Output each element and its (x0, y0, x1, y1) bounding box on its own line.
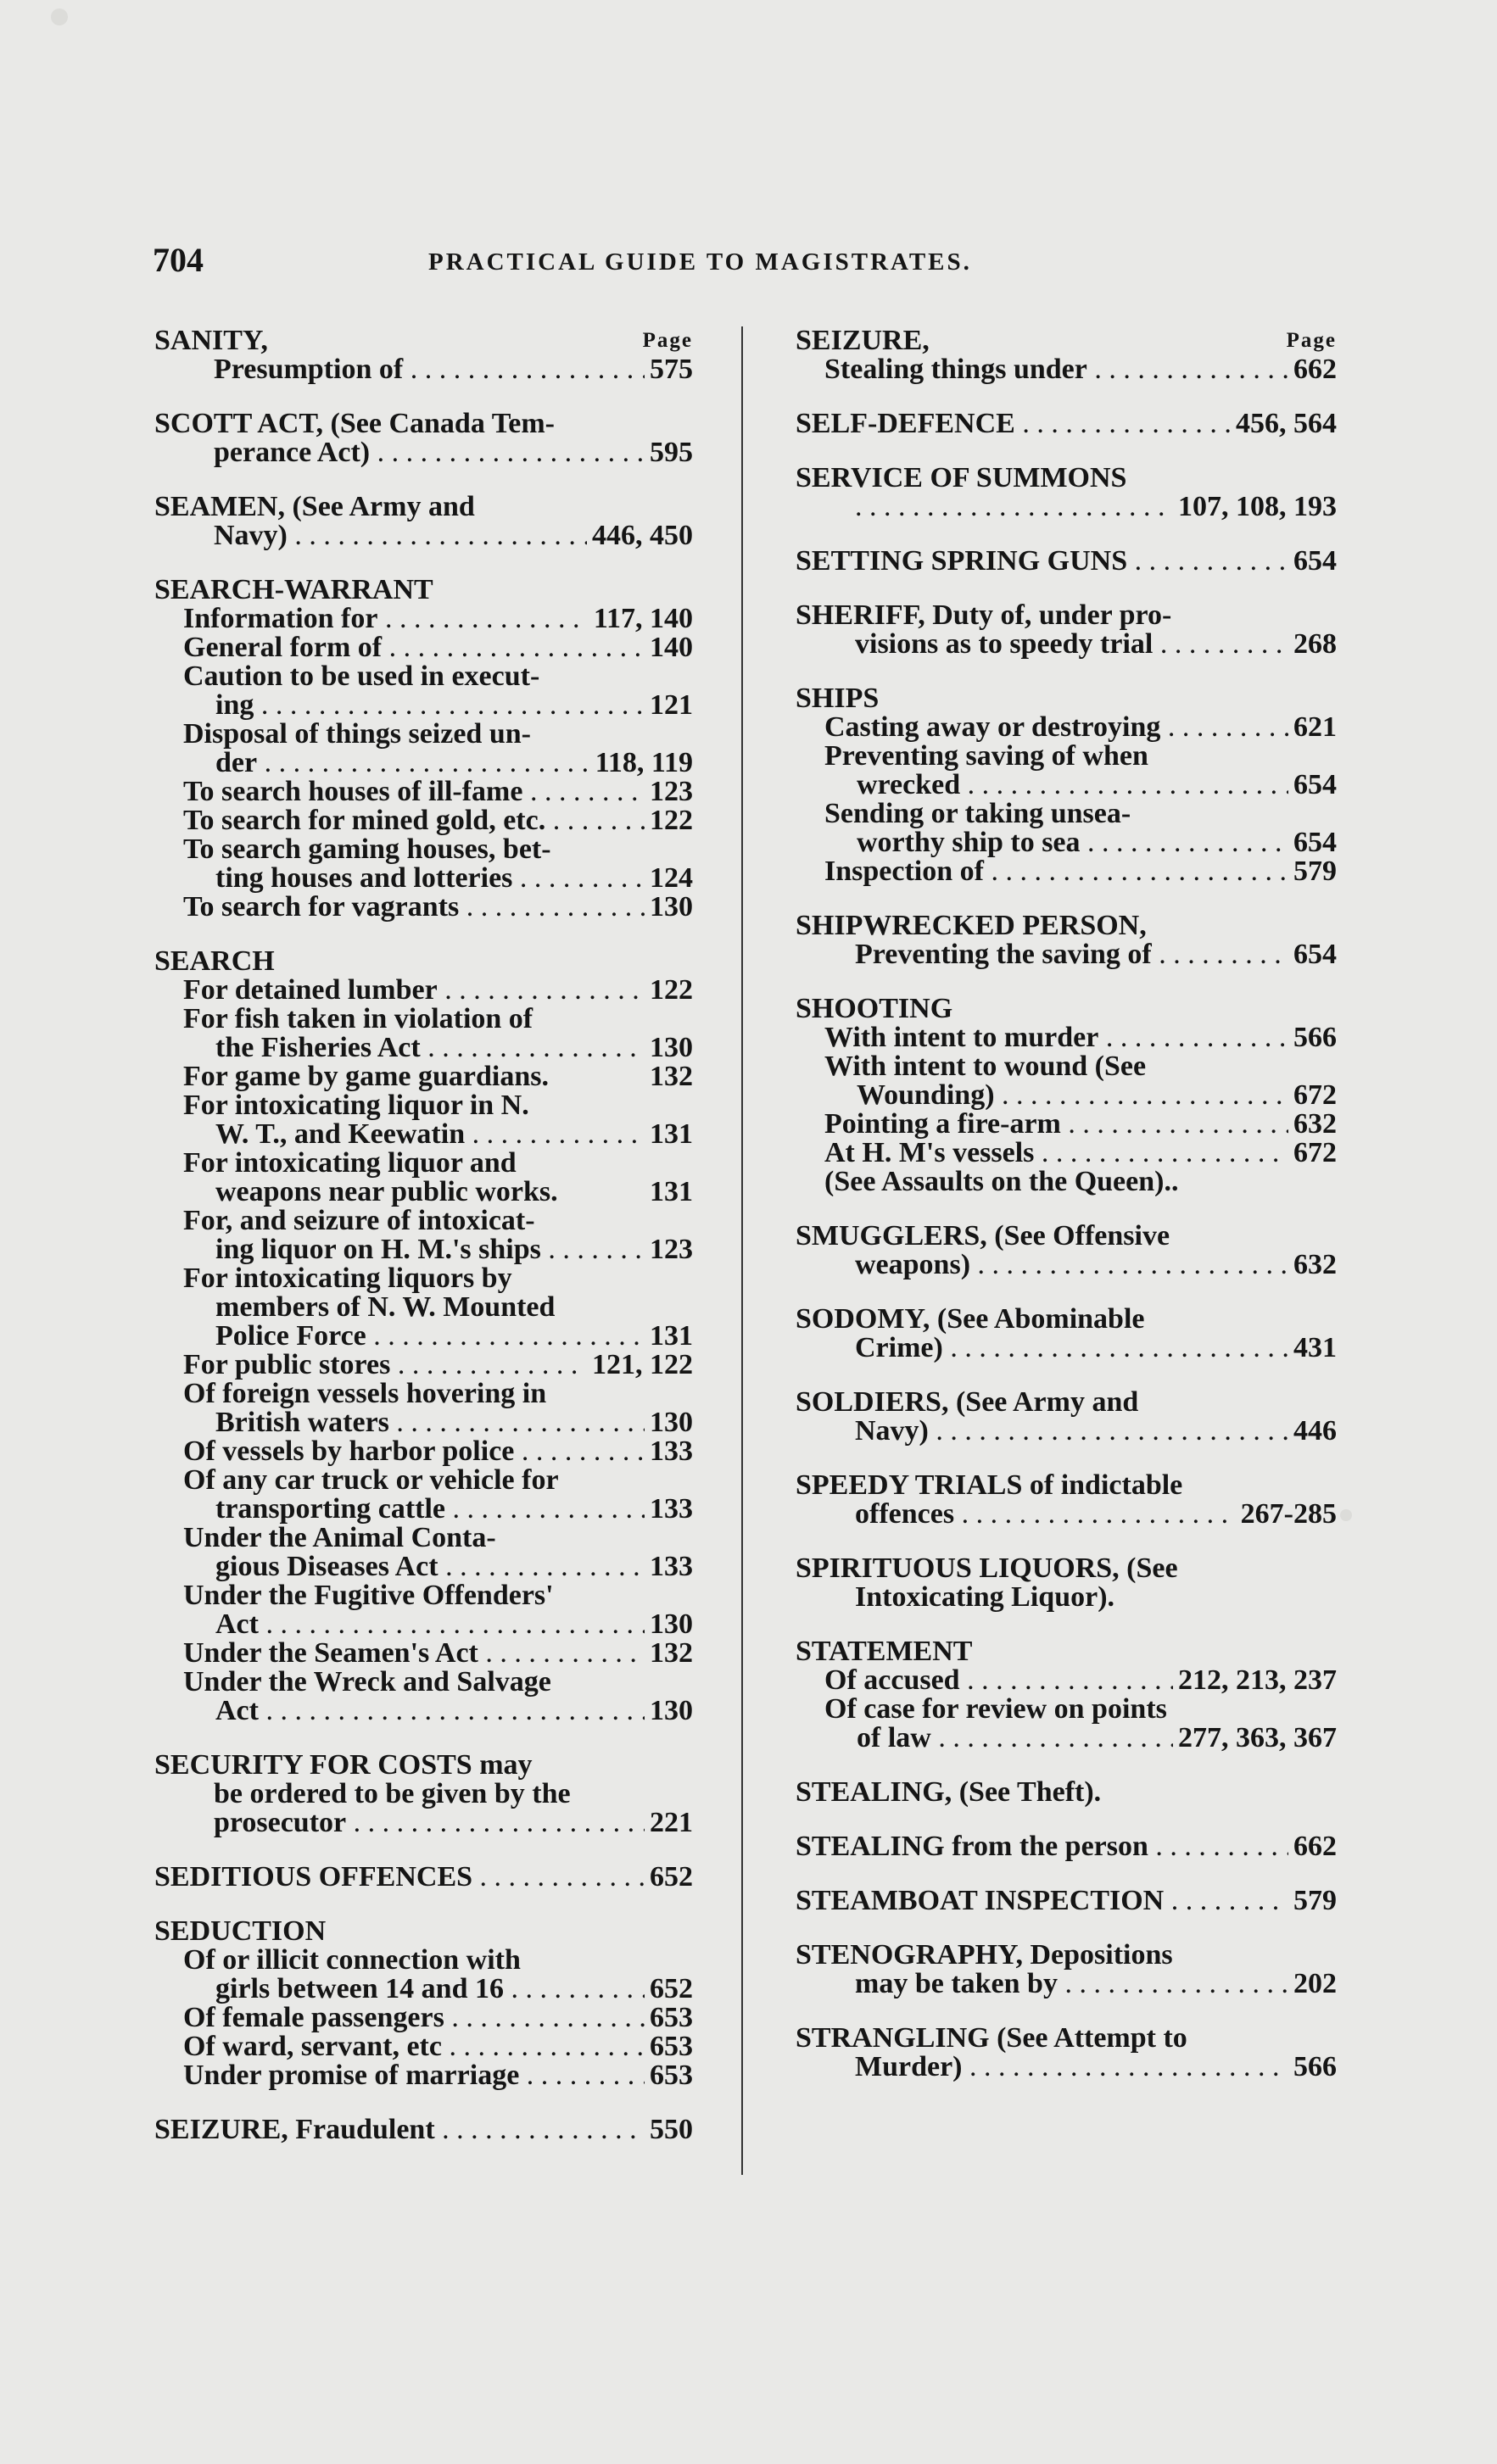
subline-text: Navy) . . . (214, 521, 693, 550)
page-reference: 124 (645, 864, 693, 893)
entry-heading-text: SCOTT ACT, (See Canada Tem- (154, 408, 555, 439)
entry-subline (154, 1091, 693, 1120)
entry-subline (796, 1139, 1337, 1168)
subline-text: Preventing saving of when (824, 742, 1148, 771)
subline-text: Of accused . . . (824, 1666, 1337, 1695)
subline-text: For intoxicating liquor in N. (183, 1091, 529, 1120)
index-entry (154, 2116, 693, 2144)
subline-text: Under the Seamen's Act . . . (183, 1639, 693, 1668)
entry-heading-text: STATEMENT (796, 1636, 973, 1667)
entry-heading (796, 1637, 1337, 1666)
subline-text: weapons near public works. (215, 1178, 558, 1207)
subline-text: For, and seizure of intoxicat- (183, 1207, 535, 1235)
index-entry (154, 1863, 693, 1892)
index-entry (796, 1941, 1337, 1999)
entry-subline (154, 1120, 693, 1149)
entry-subline (796, 1081, 1337, 1110)
entry-heading (796, 1941, 1337, 1970)
page-reference: 117, 140 (589, 605, 693, 633)
entry-heading-text: SHERIFF, Duty of, under pro- (796, 599, 1172, 631)
subline-text: visions as to speedy trial . . . (855, 630, 1337, 659)
subline-text: Of any car truck or vehicle for (183, 1466, 559, 1495)
subline-text: Of female passengers . . . (183, 2004, 693, 2032)
entry-subline (154, 1149, 693, 1178)
page-reference: 653 (645, 2004, 693, 2032)
entry-subline (154, 662, 693, 691)
page-reference: 446, 450 (587, 521, 693, 550)
page-reference: 131 (645, 1120, 693, 1149)
subline-text: Of foreign vessels hovering in (183, 1380, 547, 1408)
entry-subline (796, 630, 1337, 659)
subline-text: Of or illicit connection with (183, 1946, 521, 1975)
entry-heading-text: SEIZURE, (796, 325, 930, 356)
entry-heading-text: SELF-DEFENCE . . . (796, 410, 1337, 438)
entry-subline (154, 1668, 693, 1697)
subline-text: Caution to be used in execut- (183, 662, 540, 691)
index-entry (154, 947, 693, 1725)
entry-subline (796, 1970, 1337, 1999)
page-reference: 121 (645, 691, 693, 720)
entry-subline (154, 778, 693, 806)
entry-heading-text: SEARCH-WARRANT (154, 574, 433, 605)
subline-text: Of case for review on points (824, 1695, 1167, 1724)
page-reference: 123 (645, 1235, 693, 1264)
entry-heading-text: STRANGLING (See Attempt to (796, 2022, 1187, 2054)
page-reference: 130 (645, 1034, 693, 1062)
subline-text: Police Force . . . (215, 1322, 693, 1351)
running-title: PRACTICAL GUIDE TO MAGISTRATES. (428, 248, 972, 276)
entry-subline (154, 1351, 693, 1380)
entry-subline (796, 771, 1337, 800)
entry-heading (796, 1388, 1337, 1417)
index-entry (154, 576, 693, 922)
entry-heading (154, 1863, 693, 1892)
entry-heading (796, 1305, 1337, 1334)
subline-text: ing liquor on H. M.'s ships . . . (215, 1235, 693, 1264)
subline-text: Pointing a fire-arm . . . (824, 1110, 1337, 1139)
entry-heading (154, 326, 693, 355)
page-reference: 268 (1288, 630, 1337, 659)
page-reference: 212, 213, 237 (1173, 1666, 1337, 1695)
index-entry (154, 326, 693, 384)
subline-text: Preventing the saving of . . . (855, 940, 1337, 969)
page-reference: 123 (645, 778, 693, 806)
entry-heading (796, 911, 1337, 940)
subline-text: wrecked . . . (857, 771, 1337, 800)
subline-text: Under promise of marriage . . . (183, 2061, 693, 2090)
subline-text: Of ward, servant, etc . . . (183, 2032, 693, 2061)
page-reference: 672 (1288, 1081, 1337, 1110)
entry-heading (796, 1778, 1337, 1807)
subline-text: perance Act) . . . (214, 438, 693, 467)
entry-heading-text: SPEEDY TRIALS of indictable (796, 1469, 1183, 1501)
subline-text: Act . . . (215, 1610, 693, 1639)
subline-text: weapons) . . . (855, 1251, 1337, 1279)
subline-text: Stealing things under . . . (824, 355, 1337, 384)
subline-text: British waters . . . (215, 1408, 693, 1437)
subline-text: Under the Fugitive Offenders' (183, 1581, 554, 1610)
entry-subline (154, 976, 693, 1005)
index-entry (796, 1832, 1337, 1861)
entry-subline (154, 1408, 693, 1437)
entry-subline (154, 1207, 693, 1235)
page-reference: 575 (645, 355, 693, 384)
entry-heading (796, 1471, 1337, 1500)
page-number: 704 (153, 241, 204, 279)
entry-subline (796, 857, 1337, 886)
entry-subline (796, 1417, 1337, 1446)
page-reference: 653 (645, 2032, 693, 2061)
entry-subline (796, 828, 1337, 857)
page-reference: 133 (645, 1437, 693, 1466)
subline-text: Intoxicating Liquor). (855, 1583, 1115, 1612)
entry-heading-text: STEAMBOAT INSPECTION . . . (796, 1887, 1337, 1915)
entry-heading (796, 1832, 1337, 1861)
entry-subline (154, 1437, 693, 1466)
entry-heading (154, 1751, 693, 1780)
subline-text: the Fisheries Act . . . (215, 1034, 693, 1062)
subline-text: prosecutor . . . (214, 1809, 693, 1837)
entry-heading (796, 547, 1337, 576)
index-entry (796, 1388, 1337, 1446)
entry-subline (154, 2004, 693, 2032)
subline-text: Wounding) . . . (857, 1081, 1337, 1110)
subline-text: To search for vagrants . . . (183, 893, 693, 922)
entry-subline (796, 1666, 1337, 1695)
entry-subline (154, 1553, 693, 1581)
subline-text: For intoxicating liquors by (183, 1264, 512, 1293)
page-reference: 654 (1288, 771, 1337, 800)
index-entry (796, 601, 1337, 659)
entry-heading-text: STEALING from the person . . . (796, 1832, 1337, 1861)
subline-text: members of N. W. Mounted (215, 1293, 556, 1322)
subline-text: der . . . (215, 749, 693, 778)
entry-heading (796, 410, 1337, 438)
subline-text: Disposal of things seized un- (183, 720, 531, 749)
index-entry (796, 547, 1337, 576)
speck (1340, 1509, 1352, 1521)
subline-text: Under the Animal Conta- (183, 1524, 496, 1553)
entry-heading (154, 410, 693, 438)
page-reference: 632 (1288, 1251, 1337, 1279)
page-reference: 133 (645, 1553, 693, 1581)
subline-text: Presumption of . . . (214, 355, 693, 384)
page-reference: 456, 564 (1231, 410, 1337, 438)
subline-text: At H. M's vessels . . . (824, 1139, 1337, 1168)
entry-heading (154, 1917, 693, 1946)
page-reference: 662 (1288, 1832, 1337, 1861)
page-reference: 672 (1288, 1139, 1337, 1168)
entry-heading (796, 601, 1337, 630)
page-reference: 662 (1288, 355, 1337, 384)
entry-subline (154, 893, 693, 922)
page-reference: 579 (1288, 857, 1337, 886)
entry-subline (154, 864, 693, 893)
index-entry (154, 493, 693, 550)
entry-heading (796, 1222, 1337, 1251)
index-entry (796, 464, 1337, 521)
subline-text: Under the Wreck and Salvage (183, 1668, 551, 1697)
entry-heading-text: STENOGRAPHY, Depositions (796, 1939, 1173, 1971)
entry-subline (796, 1251, 1337, 1279)
entry-heading (154, 493, 693, 521)
index-entry (796, 1778, 1337, 1807)
entry-heading (154, 947, 693, 976)
column-divider (741, 326, 743, 2175)
entry-heading-text: SHIPS (796, 683, 880, 714)
entry-heading-text: SHOOTING (796, 993, 953, 1024)
subline-text: For game by game guardians. (183, 1062, 549, 1091)
entry-subline (154, 1639, 693, 1668)
entry-subline (796, 800, 1337, 828)
entry-subline (796, 1583, 1337, 1612)
index-entry (796, 2024, 1337, 2082)
index-entry (796, 1554, 1337, 1612)
index-entry (796, 911, 1337, 969)
entry-heading (796, 995, 1337, 1023)
entry-subline (154, 1495, 693, 1524)
index-entry (796, 684, 1337, 886)
subline-text: With intent to wound (See (824, 1052, 1147, 1081)
entry-heading (796, 2024, 1337, 2053)
page-reference: 122 (645, 806, 693, 835)
entry-subline (154, 1293, 693, 1322)
subline-text: Of vessels by harbor police . . . (183, 1437, 693, 1466)
page-reference: 621 (1288, 713, 1337, 742)
page-reference: 654 (1288, 828, 1337, 857)
index-entry (796, 1887, 1337, 1915)
page-reference: 132 (645, 1639, 693, 1668)
entry-subline (154, 1697, 693, 1725)
entry-heading (796, 326, 1337, 355)
subline-text: With intent to murder . . . (824, 1023, 1337, 1052)
entry-subline (796, 355, 1337, 384)
entry-subline (154, 2032, 693, 2061)
subline-text: Casting away or destroying . . . (824, 713, 1337, 742)
subline-text: Murder) . . . (855, 2053, 1337, 2082)
subline-text: ing . . . (215, 691, 693, 720)
subline-text: Inspection of . . . (824, 857, 1337, 886)
subline-text: ting houses and lotteries . . . (215, 864, 693, 893)
entry-heading-text: SEDITIOUS OFFENCES . . . (154, 1863, 693, 1892)
entry-heading (796, 1887, 1337, 1915)
entry-heading (796, 1554, 1337, 1583)
page-reference: 131 (645, 1322, 693, 1351)
entry-heading-text: SMUGGLERS, (See Offensive (796, 1220, 1170, 1252)
subline-text: girls between 14 and 16 . . . (215, 1975, 693, 2004)
page-reference: 202 (1288, 1970, 1337, 1999)
entry-subline (154, 1322, 693, 1351)
entry-subline (154, 1264, 693, 1293)
entry-subline (154, 521, 693, 550)
entry-heading-text: SECURITY FOR COSTS may (154, 1749, 533, 1781)
entry-subline (154, 1235, 693, 1264)
page-reference: 595 (645, 438, 693, 467)
entry-heading-text: SEAMEN, (See Army and (154, 491, 475, 522)
index-entry (154, 410, 693, 467)
entry-subline (796, 1110, 1337, 1139)
entry-heading-text: SPIRITUOUS LIQUORS, (See (796, 1553, 1178, 1584)
page-reference: 267-285 (1236, 1500, 1337, 1529)
entry-subline (154, 691, 693, 720)
entry-heading-text: SODOMY, (See Abominable (796, 1303, 1145, 1335)
page-reference: 140 (645, 633, 693, 662)
subline-text: For public stores . . . (183, 1351, 693, 1380)
entry-heading-text: SERVICE OF SUMMONS (796, 462, 1127, 493)
subline-text: be ordered to be given by the (214, 1780, 571, 1809)
index-entry (796, 1637, 1337, 1753)
entry-subline (796, 742, 1337, 771)
entry-subline (796, 2053, 1337, 2082)
page-reference: 446 (1288, 1417, 1337, 1446)
entry-subline (154, 749, 693, 778)
page-reference: 133 (645, 1495, 693, 1524)
entry-subline (796, 493, 1337, 521)
entry-subline (154, 1809, 693, 1837)
entry-subline (796, 1023, 1337, 1052)
subline-text: To search gaming houses, bet- (183, 835, 551, 864)
entry-subline (796, 1052, 1337, 1081)
index-column-left (154, 326, 693, 2170)
page-reference: 130 (645, 1610, 693, 1639)
entry-heading-text: SEARCH (154, 945, 275, 977)
speck (51, 8, 68, 25)
page-column-label: Page (642, 329, 693, 352)
page-reference: 566 (1288, 1023, 1337, 1052)
entry-heading (796, 684, 1337, 713)
subline-text: of law . . . (857, 1724, 1337, 1753)
entry-heading-text: SEDUCTION (154, 1915, 327, 1947)
page-reference: 653 (645, 2061, 693, 2090)
entry-subline (154, 2061, 693, 2090)
page-reference: 121, 122 (587, 1351, 693, 1380)
subline-text: gious Diseases Act . . . (215, 1553, 693, 1581)
index-column-right (796, 326, 1337, 2107)
entry-heading (154, 2116, 693, 2144)
page-reference: 131 (645, 1178, 693, 1207)
entry-subline (154, 605, 693, 633)
subline-text: For detained lumber . . . (183, 976, 693, 1005)
subline-text: transporting cattle . . . (215, 1495, 693, 1524)
page-reference: 122 (645, 976, 693, 1005)
index-entry (154, 1751, 693, 1837)
page-reference: 654 (1288, 940, 1337, 969)
page-reference: 130 (645, 1408, 693, 1437)
entry-subline (154, 1034, 693, 1062)
page-reference: 277, 363, 367 (1173, 1724, 1337, 1753)
entry-heading-text: SANITY, (154, 325, 268, 356)
entry-subline (154, 720, 693, 749)
entry-subline (154, 1466, 693, 1495)
page-reference: 118, 119 (590, 749, 693, 778)
page-reference: 107, 108, 193 (1173, 493, 1337, 521)
page-column-label: Page (1286, 329, 1337, 352)
page-reference: 130 (645, 893, 693, 922)
page-reference: 579 (1288, 1887, 1337, 1915)
entry-subline (154, 1178, 693, 1207)
entry-heading (796, 464, 1337, 493)
index-entry (796, 1222, 1337, 1279)
subline-text: To search for mined gold, etc. . . . (183, 806, 693, 835)
entry-subline (154, 1524, 693, 1553)
subline-text: General form of . . . (183, 633, 693, 662)
entry-subline (154, 835, 693, 864)
subline-text: W. T., and Keewatin . . . (215, 1120, 693, 1149)
subline-text: worthy ship to sea . . . (857, 828, 1337, 857)
entry-heading-text: SOLDIERS, (See Army and (796, 1386, 1139, 1418)
entry-subline (796, 1168, 1337, 1196)
subline-text: For fish taken in violation of (183, 1005, 533, 1034)
page-reference: 132 (645, 1062, 693, 1091)
entry-subline (796, 940, 1337, 969)
index-entry (796, 1305, 1337, 1363)
entry-subline (154, 1380, 693, 1408)
page-reference: 632 (1288, 1110, 1337, 1139)
page-reference: 654 (1288, 547, 1337, 576)
entry-subline (796, 1334, 1337, 1363)
index-entry (796, 410, 1337, 438)
subline-text: Information for . . . (183, 605, 693, 633)
subline-text: (See Assaults on the Queen).. (824, 1168, 1179, 1196)
entry-subline (154, 1975, 693, 2004)
index-entry (154, 1917, 693, 2090)
subline-text: To search houses of ill-fame . . . (183, 778, 693, 806)
subline-text: Act . . . (215, 1697, 693, 1725)
entry-subline (796, 1695, 1337, 1724)
subline-text: may be taken by . . . (855, 1970, 1337, 1999)
entry-heading-text: SHIPWRECKED PERSON, (796, 910, 1147, 941)
page-reference: 566 (1288, 2053, 1337, 2082)
entry-subline (796, 1500, 1337, 1529)
index-entry (796, 995, 1337, 1196)
page-reference: 550 (645, 2116, 693, 2144)
entry-heading-text: SETTING SPRING GUNS . . . (796, 547, 1337, 576)
subline-text: offences . . . (855, 1500, 1337, 1529)
index-entry (796, 326, 1337, 384)
index-entry (796, 1471, 1337, 1529)
entry-subline (154, 1005, 693, 1034)
entry-subline (154, 1581, 693, 1610)
entry-subline (154, 1062, 693, 1091)
page-reference: 221 (645, 1809, 693, 1837)
entry-heading-text: STEALING, (See Theft). (796, 1776, 1102, 1808)
entry-subline (154, 806, 693, 835)
entry-subline (154, 438, 693, 467)
subline-text: Navy) . . . (855, 1417, 1337, 1446)
entry-subline (154, 1946, 693, 1975)
page-header (153, 240, 1340, 282)
subline-text: Sending or taking unsea- (824, 800, 1131, 828)
page-reference: 652 (645, 1975, 693, 2004)
entry-subline (796, 713, 1337, 742)
subline-text: For intoxicating liquor and (183, 1149, 517, 1178)
entry-subline (154, 355, 693, 384)
entry-subline (154, 1610, 693, 1639)
page-reference: 431 (1288, 1334, 1337, 1363)
subline-text: Crime) . . . (855, 1334, 1337, 1363)
entry-heading (154, 576, 693, 605)
entry-subline (154, 1780, 693, 1809)
entry-subline (796, 1724, 1337, 1753)
entry-heading-text: SEIZURE, Fraudulent . . . (154, 2116, 693, 2144)
page-reference: 652 (645, 1863, 693, 1892)
entry-subline (154, 633, 693, 662)
page-reference: 130 (645, 1697, 693, 1725)
